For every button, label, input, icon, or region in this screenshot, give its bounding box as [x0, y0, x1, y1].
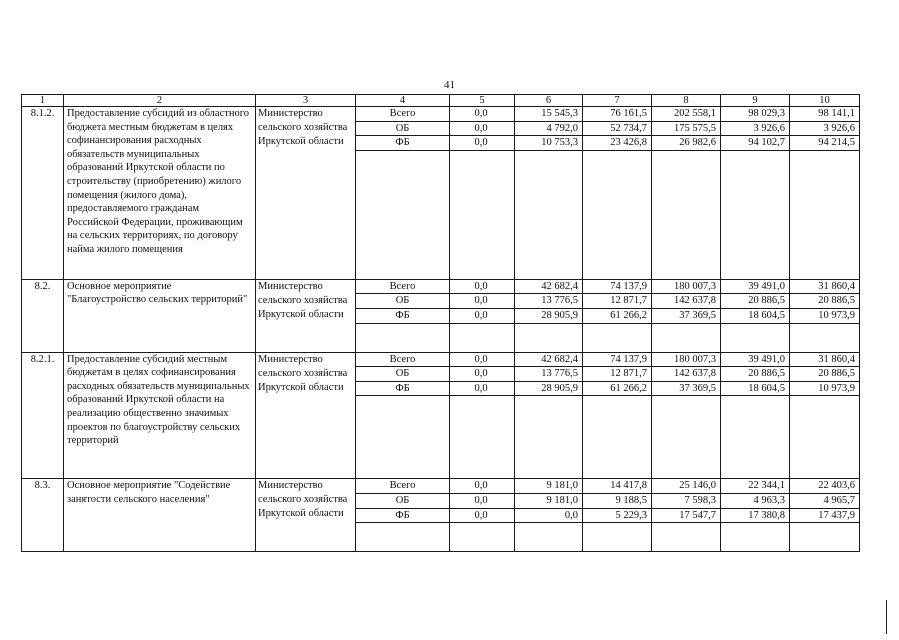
executor-line: сельского хозяйства — [258, 122, 348, 133]
funding-source: ОБ — [356, 121, 450, 136]
measure-name: Предоставление субсидий из областного бюджета местным бюджетам в целях софинансирования расходных обязательств муниципальных образований Иркутской области по строительству (приобретению) жилого помещения (жилого дома), предоставляемого гражданам Российской Федерации, проживающим на сельских территориях, по договору найма жилого помещения — [64, 107, 256, 280]
amount-cell: 5 229,3 — [583, 508, 652, 523]
column-number-header-row — [22, 95, 860, 107]
amount-cell: 10 753,3 — [515, 136, 583, 151]
amount-cell: 39 491,0 — [721, 279, 790, 294]
header-cell: 10 — [790, 95, 860, 107]
funding-source: Всего — [356, 107, 450, 122]
amount-cell: 52 734,7 — [583, 121, 652, 136]
amount-cell: 17 547,7 — [652, 508, 721, 523]
executor-line: сельского хозяйства — [258, 367, 348, 379]
empty-cell — [652, 150, 721, 279]
amount-cell: 12 871,7 — [583, 367, 652, 382]
amount-cell: 3 926,6 — [790, 121, 860, 136]
empty-cell — [583, 396, 652, 479]
empty-cell — [515, 323, 583, 352]
amount-cell: 0,0 — [450, 136, 515, 151]
measure-name: Предоставление субсидий местным бюджетам в целях софинансирования расходных обязательств муниципальных образований Иркутской области на реализацию общественно значимых проектов по благоустройству сельских территорий — [64, 352, 256, 479]
executor-line: Министерство — [258, 353, 323, 365]
amount-cell: 0,0 — [450, 107, 515, 122]
amount-cell: 0,0 — [450, 508, 515, 523]
amount-cell: 74 137,9 — [583, 279, 652, 294]
empty-cell — [450, 323, 515, 352]
funding-source: ФБ — [356, 308, 450, 323]
measure-number: 8.3. — [22, 479, 64, 552]
empty-cell — [652, 323, 721, 352]
amount-cell: 22 344,1 — [721, 479, 790, 494]
empty-cell — [515, 396, 583, 479]
amount-cell: 10 973,9 — [790, 308, 860, 323]
table-body — [22, 107, 860, 552]
amount-cell: 9 181,0 — [515, 493, 583, 508]
table-row — [22, 479, 860, 494]
empty-cell — [515, 523, 583, 552]
executor-cell — [256, 479, 356, 552]
amount-cell: 4 792,0 — [515, 121, 583, 136]
measure-number: 8.2. — [22, 279, 64, 352]
measure-name: Основное мероприятие "Благоустройство сельских территорий" — [64, 279, 256, 352]
empty-cell — [790, 323, 860, 352]
empty-cell — [515, 150, 583, 279]
amount-cell: 74 137,9 — [583, 352, 652, 367]
header-cell: 4 — [356, 95, 450, 107]
header-cell: 9 — [721, 95, 790, 107]
page-number: 41 — [444, 79, 455, 91]
amount-cell: 0,0 — [450, 479, 515, 494]
amount-cell: 98 029,3 — [721, 107, 790, 122]
empty-cell — [652, 396, 721, 479]
amount-cell: 0,0 — [450, 308, 515, 323]
empty-cell — [450, 396, 515, 479]
empty-cell — [356, 523, 450, 552]
empty-cell — [790, 523, 860, 552]
measure-number: 8.1.2. — [22, 107, 64, 280]
amount-cell: 17 380,8 — [721, 508, 790, 523]
amount-cell: 3 926,6 — [721, 121, 790, 136]
scan-edge-mark — [886, 600, 887, 634]
executor-line: Иркутской области — [258, 381, 344, 393]
funding-source: ФБ — [356, 508, 450, 523]
header-cell: 6 — [515, 95, 583, 107]
empty-cell — [790, 396, 860, 479]
header-cell: 5 — [450, 95, 515, 107]
amount-cell: 13 776,5 — [515, 294, 583, 309]
empty-cell — [652, 523, 721, 552]
empty-cell — [356, 396, 450, 479]
funding-source: ОБ — [356, 493, 450, 508]
amount-cell: 42 682,4 — [515, 352, 583, 367]
header-cell: 1 — [22, 95, 64, 107]
amount-cell: 0,0 — [450, 352, 515, 367]
amount-cell: 18 604,5 — [721, 381, 790, 396]
amount-cell: 15 545,3 — [515, 107, 583, 122]
executor-cell — [256, 107, 356, 280]
amount-cell: 180 007,3 — [652, 352, 721, 367]
funding-source: Всего — [356, 279, 450, 294]
executor-line: сельского хозяйства — [258, 294, 348, 306]
amount-cell: 31 860,4 — [790, 279, 860, 294]
funding-source: Всего — [356, 352, 450, 367]
amount-cell: 28 905,9 — [515, 308, 583, 323]
executor-line: Иркутской области — [258, 308, 344, 320]
program-financing-table — [21, 94, 860, 552]
executor-line: Министерство — [258, 108, 323, 119]
table-row — [22, 107, 860, 122]
empty-cell — [450, 523, 515, 552]
amount-cell: 0,0 — [450, 381, 515, 396]
amount-cell: 202 558,1 — [652, 107, 721, 122]
empty-cell — [721, 396, 790, 479]
amount-cell: 20 886,5 — [790, 367, 860, 382]
amount-cell: 20 886,5 — [721, 294, 790, 309]
amount-cell: 94 102,7 — [721, 136, 790, 151]
amount-cell: 28 905,9 — [515, 381, 583, 396]
funding-source: ОБ — [356, 294, 450, 309]
executor-line: Министерство — [258, 280, 323, 292]
header-cell: 3 — [256, 95, 356, 107]
amount-cell: 0,0 — [450, 294, 515, 309]
amount-cell: 180 007,3 — [652, 279, 721, 294]
amount-cell: 7 598,3 — [652, 493, 721, 508]
amount-cell: 61 266,2 — [583, 381, 652, 396]
amount-cell: 12 871,7 — [583, 294, 652, 309]
amount-cell: 9 181,0 — [515, 479, 583, 494]
amount-cell: 9 188,5 — [583, 493, 652, 508]
empty-cell — [356, 323, 450, 352]
amount-cell: 4 963,3 — [721, 493, 790, 508]
amount-cell: 20 886,5 — [721, 367, 790, 382]
amount-cell: 17 437,9 — [790, 508, 860, 523]
amount-cell: 0,0 — [450, 121, 515, 136]
measure-name: Основное мероприятие "Содействие занятости сельского населения" — [64, 479, 256, 552]
executor-line: сельского хозяйства — [258, 494, 348, 506]
amount-cell: 4 965,7 — [790, 493, 860, 508]
empty-cell — [583, 150, 652, 279]
funding-source: ОБ — [356, 367, 450, 382]
amount-cell: 94 214,5 — [790, 136, 860, 151]
amount-cell: 20 886,5 — [790, 294, 860, 309]
empty-cell — [583, 323, 652, 352]
amount-cell: 175 575,5 — [652, 121, 721, 136]
amount-cell: 18 604,5 — [721, 308, 790, 323]
empty-cell — [721, 323, 790, 352]
amount-cell: 22 403,6 — [790, 479, 860, 494]
amount-cell: 142 637,8 — [652, 367, 721, 382]
header-cell: 7 — [583, 95, 652, 107]
amount-cell: 98 141,1 — [790, 107, 860, 122]
executor-line: Иркутской области — [258, 508, 344, 520]
executor-cell — [256, 279, 356, 352]
amount-cell: 14 417,8 — [583, 479, 652, 494]
amount-cell: 26 982,6 — [652, 136, 721, 151]
amount-cell: 31 860,4 — [790, 352, 860, 367]
amount-cell: 10 973,9 — [790, 381, 860, 396]
funding-source: Всего — [356, 479, 450, 494]
empty-cell — [721, 523, 790, 552]
header-cell: 2 — [64, 95, 256, 107]
amount-cell: 37 369,5 — [652, 381, 721, 396]
executor-line: Министерство — [258, 480, 323, 492]
empty-cell — [721, 150, 790, 279]
amount-cell: 0,0 — [450, 367, 515, 382]
empty-cell — [790, 150, 860, 279]
empty-cell — [450, 150, 515, 279]
amount-cell: 42 682,4 — [515, 279, 583, 294]
amount-cell: 0,0 — [450, 493, 515, 508]
empty-cell — [356, 150, 450, 279]
amount-cell: 76 161,5 — [583, 107, 652, 122]
executor-cell — [256, 352, 356, 479]
amount-cell: 0,0 — [450, 279, 515, 294]
table-row — [22, 352, 860, 367]
table-row — [22, 279, 860, 294]
amount-cell: 25 146,0 — [652, 479, 721, 494]
amount-cell: 61 266,2 — [583, 308, 652, 323]
header-cell: 8 — [652, 95, 721, 107]
amount-cell: 23 426,8 — [583, 136, 652, 151]
amount-cell: 13 776,5 — [515, 367, 583, 382]
amount-cell: 0,0 — [515, 508, 583, 523]
amount-cell: 39 491,0 — [721, 352, 790, 367]
funding-source: ФБ — [356, 381, 450, 396]
empty-cell — [583, 523, 652, 552]
executor-line: Иркутской области — [258, 136, 344, 147]
measure-number: 8.2.1. — [22, 352, 64, 479]
amount-cell: 37 369,5 — [652, 308, 721, 323]
funding-source: ФБ — [356, 136, 450, 151]
amount-cell: 142 637,8 — [652, 294, 721, 309]
